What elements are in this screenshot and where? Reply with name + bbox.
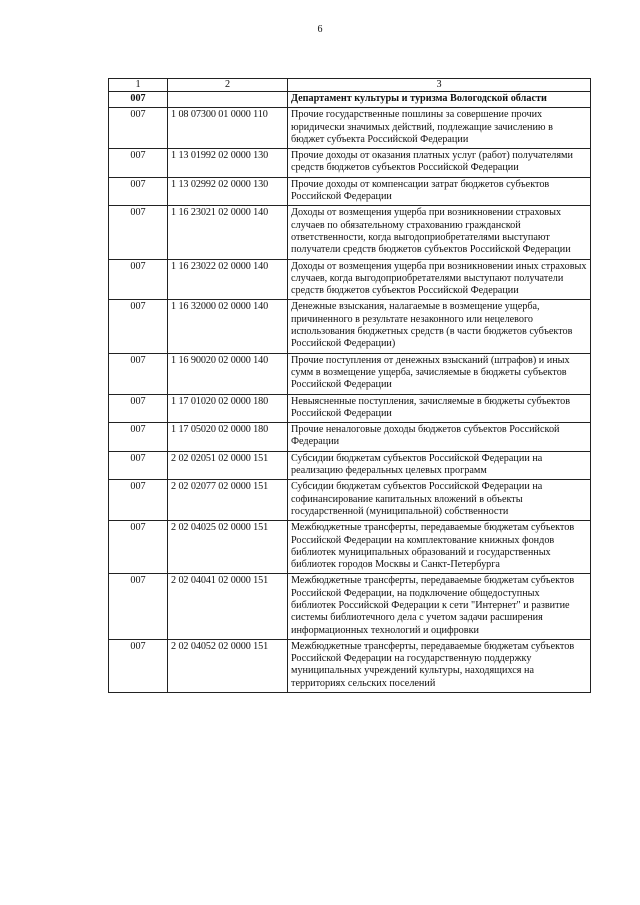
revenue-code-cell: 1 13 01992 02 0000 130 (168, 149, 288, 178)
admin-code-cell: 007 (109, 353, 168, 394)
table-row (109, 149, 591, 178)
revenue-name-cell: Прочие доходы от компенсации затрат бюджетов субъектов Российской Федерации (288, 177, 591, 206)
table-row (109, 394, 591, 423)
revenue-code-cell: 2 02 04041 02 0000 151 (168, 574, 288, 639)
revenue-code-cell: 2 02 04025 02 0000 151 (168, 521, 288, 574)
admin-code-cell: 007 (109, 451, 168, 480)
revenue-name-cell: Доходы от возмещения ущерба при возникновении иных страховых случаев, когда выгодоприобретателями выступают получатели средств бюджетов субъектов Российской Федерации (288, 259, 591, 300)
table-row (109, 259, 591, 300)
revenue-code-cell: 1 13 02992 02 0000 130 (168, 177, 288, 206)
revenue-code-cell: 1 16 23021 02 0000 140 (168, 206, 288, 259)
revenue-code-cell: 1 17 01020 02 0000 180 (168, 394, 288, 423)
table-row (109, 521, 591, 574)
column-header-1: 1 (109, 79, 168, 92)
revenue-code-cell: 1 16 90020 02 0000 140 (168, 353, 288, 394)
department-admin-code: 007 (109, 92, 168, 108)
table-row (109, 480, 591, 521)
department-row (109, 92, 591, 108)
revenue-name-cell: Прочие доходы от оказания платных услуг (работ) получателями средств бюджетов субъектов Российской Федерации (288, 149, 591, 178)
revenue-name-cell: Субсидии бюджетам субъектов Российской Федерации на реализацию федеральных целевых программ (288, 451, 591, 480)
revenue-name-cell: Прочие неналоговые доходы бюджетов субъектов Российской Федерации (288, 423, 591, 452)
revenue-code-cell: 1 08 07300 01 0000 110 (168, 108, 288, 149)
revenue-name-cell: Денежные взыскания, налагаемые в возмещение ущерба, причиненного в результате незаконного или нецелевого использования бюджетных средств (в части бюджетов субъектов Российской Федерации) (288, 300, 591, 353)
department-name: Департамент культуры и туризма Вологодской области (288, 92, 591, 108)
revenue-name-cell: Прочие государственные пошлины за совершение прочих юридически значимых действий, подлежащие зачислению в бюджет субъекта Российской Федерации (288, 108, 591, 149)
revenue-code-cell: 2 02 04052 02 0000 151 (168, 639, 288, 692)
admin-code-cell: 007 (109, 259, 168, 300)
revenue-name-cell: Невыясненные поступления, зачисляемые в бюджеты субъектов Российской Федерации (288, 394, 591, 423)
table-header-row (109, 79, 591, 92)
revenue-name-cell: Межбюджетные трансферты, передаваемые бюджетам субъектов Российской Федерации, на подключение общедоступных библиотек Российской Федерации к сети "Интернет" и развитие системы библиотечного дела с учетом задачи расширения информационных технологий и оцифровки (288, 574, 591, 639)
admin-code-cell: 007 (109, 480, 168, 521)
admin-code-cell: 007 (109, 639, 168, 692)
page-number: 6 (317, 24, 323, 35)
department-revenue-code (168, 92, 288, 108)
admin-code-cell: 007 (109, 394, 168, 423)
revenue-code-cell: 2 02 02051 02 0000 151 (168, 451, 288, 480)
table-row (109, 108, 591, 149)
admin-code-cell: 007 (109, 521, 168, 574)
table-row (109, 423, 591, 452)
revenue-code-cell: 1 16 23022 02 0000 140 (168, 259, 288, 300)
admin-code-cell: 007 (109, 177, 168, 206)
table-row (109, 177, 591, 206)
revenue-codes-table (108, 78, 591, 693)
table-row (109, 574, 591, 639)
admin-code-cell: 007 (109, 423, 168, 452)
table-row (109, 206, 591, 259)
column-header-2: 2 (168, 79, 288, 92)
table-row (109, 300, 591, 353)
revenue-code-cell: 2 02 02077 02 0000 151 (168, 480, 288, 521)
table-row (109, 353, 591, 394)
revenue-name-cell: Межбюджетные трансферты, передаваемые бюджетам субъектов Российской Федерации на комплектование книжных фондов библиотек муниципальных образований и государственных библиотек городов Москвы и Санкт-Петербурга (288, 521, 591, 574)
admin-code-cell: 007 (109, 108, 168, 149)
table-row (109, 639, 591, 692)
revenue-name-cell: Межбюджетные трансферты, передаваемые бюджетам субъектов Российской Федерации на государственную поддержку муниципальных учреждений культуры, находящихся на территориях сельских поселений (288, 639, 591, 692)
admin-code-cell: 007 (109, 574, 168, 639)
admin-code-cell: 007 (109, 206, 168, 259)
column-header-3: 3 (288, 79, 591, 92)
admin-code-cell: 007 (109, 300, 168, 353)
table-row (109, 451, 591, 480)
revenue-name-cell: Прочие поступления от денежных взысканий (штрафов) и иных сумм в возмещение ущерба, зачисляемые в бюджеты субъектов Российской Федерации (288, 353, 591, 394)
revenue-name-cell: Субсидии бюджетам субъектов Российской Федерации на софинансирование капитальных вложений в объекты государственной (муниципальной) собственности (288, 480, 591, 521)
revenue-name-cell: Доходы от возмещения ущерба при возникновении страховых случаев по обязательному страхованию гражданской ответственности, когда выгодоприобретателями выступают получатели средств бюджетов субъектов Российской Федерации (288, 206, 591, 259)
admin-code-cell: 007 (109, 149, 168, 178)
revenue-code-cell: 1 17 05020 02 0000 180 (168, 423, 288, 452)
revenue-code-cell: 1 16 32000 02 0000 140 (168, 300, 288, 353)
